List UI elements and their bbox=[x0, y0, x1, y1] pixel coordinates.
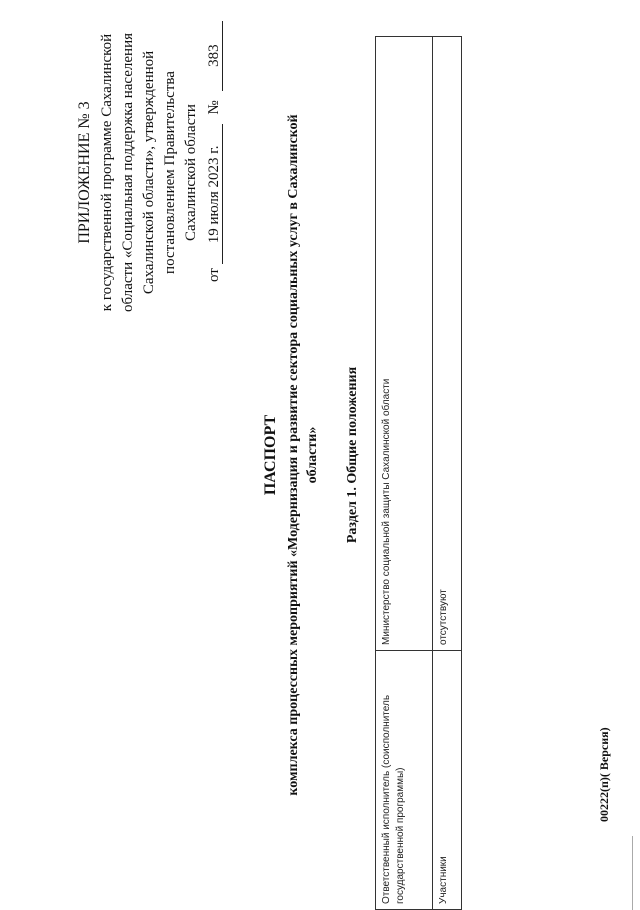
row-label: Ответственный исполнитель (соисполнитель государственной программы) bbox=[376, 651, 433, 910]
table-row bbox=[433, 37, 462, 910]
appendix-line: постановлением Правительства bbox=[162, 71, 178, 274]
appendix-line: области «Социальная поддержка населения bbox=[120, 32, 136, 313]
approval-number: 383 bbox=[206, 21, 223, 91]
general-provisions-table bbox=[375, 36, 462, 910]
passport-title: ПАСПОРТ bbox=[262, 414, 279, 496]
approval-date: 19 июля 2023 г. bbox=[206, 124, 223, 264]
row-value: Министерство социальной защиты Сахалинской области bbox=[376, 37, 433, 651]
from-label: от bbox=[206, 268, 222, 282]
approval-date-line bbox=[206, 21, 223, 282]
number-label: № bbox=[206, 100, 222, 115]
appendix-block bbox=[74, 25, 202, 320]
appendix-title: ПРИЛОЖЕНИЕ № 3 bbox=[76, 101, 93, 244]
row-label: Участники bbox=[433, 651, 462, 910]
bottom-divider bbox=[632, 836, 633, 910]
section-title: Раздел 1. Общие положения bbox=[345, 366, 360, 544]
passport-subtitle: комплекса процессных мероприятий «Модернизация и развитие сектора социальных услуг в Сахалинской области» bbox=[286, 114, 320, 796]
table-row bbox=[376, 37, 433, 910]
document-version-code: 00222(п)( Версия) bbox=[597, 727, 611, 822]
appendix-line: Сахалинской области», утвержденной bbox=[141, 50, 157, 295]
row-value: отсутствуют bbox=[433, 37, 462, 651]
appendix-line: Сахалинской области bbox=[183, 104, 199, 241]
appendix-line: к государственной программе Сахалинской bbox=[99, 33, 115, 312]
